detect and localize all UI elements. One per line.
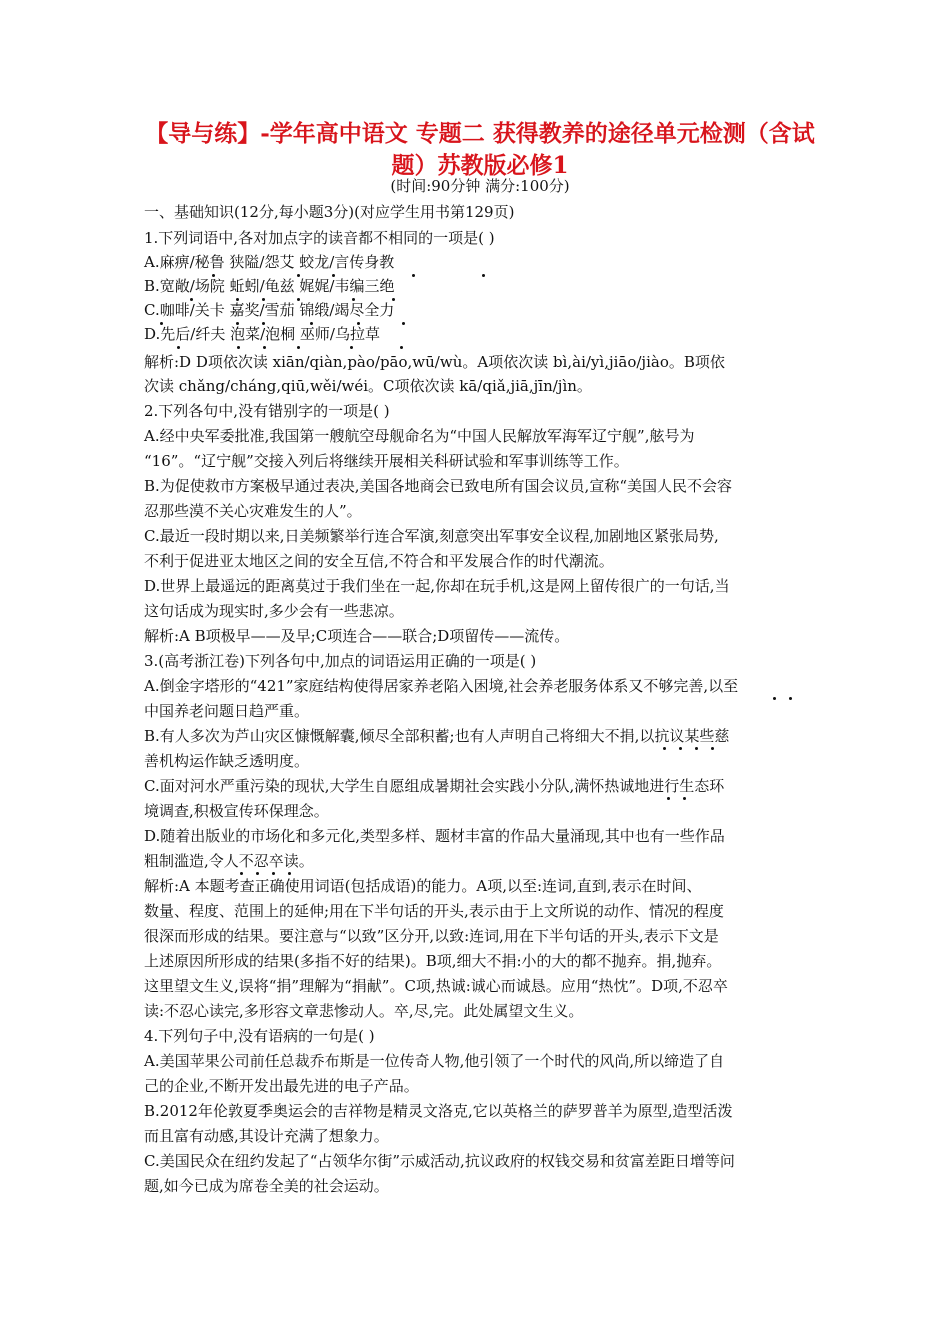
emphasis-dot (711, 747, 714, 750)
question-3-analysis-l6: 读:不忍心读完,多形容文章悲惨动人。卒,尽,完。此处属望文生义。 (144, 1002, 584, 1020)
emphasis-dot (400, 346, 403, 349)
question-1-option-c: C.咖啡/关卡 嘉奖/雪茄 锦缎/竭尽全力 (144, 301, 395, 319)
question-3-analysis-l4: 上述原因所形成的结果(多指不好的结果)。B项,细大不捐:小的大的都不抛弃。捐,抛弃。 (144, 952, 722, 970)
emphasis-dot (357, 322, 360, 325)
question-4-option-c: 题,如今已成为席卷全美的社会运动。 (144, 1177, 389, 1195)
section-heading: 一、基础知识(12分,每小题3分)(对应学生用书第129页) (144, 203, 515, 221)
emphasis-dot (237, 346, 240, 349)
emphasis-dot (262, 298, 265, 301)
question-4-option-b-cont: C.美国民众在纽约发起了“占领华尔街”示威活动,抗议政府的权钱交易和贫富差距日增等问 (144, 1152, 735, 1170)
emphasis-dot (262, 322, 265, 325)
emphasis-dot (789, 697, 792, 700)
document-title-line2: 题）苏教版必修1 (391, 152, 569, 179)
emphasis-dot (212, 274, 215, 277)
emphasis-dot (412, 274, 415, 277)
question-4-option-a: 己的企业,不断开发出最先进的电子产品。 (144, 1077, 419, 1095)
question-2-option-d-cont: 这句话成为现实时,多少会有一些悲凉。 (144, 602, 404, 620)
question-2-option-a: A.经中央军委批准,我国第一艘航空母舰命名为“中国人民解放军海军辽宁舰”,舷号为 (144, 427, 695, 445)
question-2-stem: 2.下列各句中,没有错别字的一项是( ) (144, 402, 390, 420)
emphasis-dot (190, 298, 193, 301)
emphasis-dot (392, 298, 395, 301)
question-3-option-d-cont: 粗制滥造,令人不忍卒读。 (144, 852, 314, 870)
question-1-stem: 1.下列词语中,各对加点字的读音都不相同的一项是( ) (144, 229, 495, 247)
emphasis-dot (310, 322, 313, 325)
question-1-option-b: B.宽敞/场院 蚯蚓/龟兹 娓娓/韦编三绝 (144, 277, 395, 295)
question-3-stem: 3.(高考浙江卷)下列各句中,加点的词语运用正确的一项是( ) (144, 652, 537, 670)
question-3-analysis-l5: 这里望文生义,误将“捐”理解为“捐献”。C项,热诚:诚心而诚恳。应用“热忱”。D项,不忍卒 (144, 977, 728, 995)
emphasis-dot (177, 346, 180, 349)
question-4-option-b: 而且富有动感,其设计充满了想象力。 (144, 1127, 389, 1145)
emphasis-dot (352, 298, 355, 301)
question-3-option-d: D.随着出版业的市场化和多元化,类型多样、题材丰富的作品大量涌现,其中也有一些作品 (144, 827, 725, 845)
question-2-option-b-cont: 忍那些漠不关心灾难发生的人”。 (144, 502, 362, 520)
emphasis-dot (297, 298, 300, 301)
question-2-option-c: C.最近一段时期以来,日美频繁举行连合军演,刻意突出军事安全议程,加剧地区紧张局势, (144, 527, 719, 545)
emphasis-dot (773, 697, 776, 700)
question-3-analysis-l3: 很深而形成的结果。要注意与“以致”区分开,以致:连词,用在下半句话的开头,表示下文是 (144, 927, 719, 945)
question-3-option-a-cont: 中国养老问题日趋严重。 (144, 702, 310, 720)
emphasis-dot (332, 274, 335, 277)
question-4-stem: A.美国苹果公司前任总裁乔布斯是一位传奇人物,他引领了一个时代的风尚,所以缔造了自 (144, 1052, 725, 1070)
emphasis-dot (679, 747, 682, 750)
emphasis-dot (256, 872, 259, 875)
question-2-option-b: B.为促使救市方案极早通过表决,美国各地商会已致电所有国会议员,宣称“美国人民不会容 (144, 477, 732, 495)
emphasis-dot (288, 872, 291, 875)
question-2-option-d: D.世界上最遥远的距离莫过于我们坐在一起,你却在玩手机,这是网上留传很广的一句话,当 (144, 577, 730, 595)
emphasis-dot (240, 872, 243, 875)
emphasis-dot (683, 797, 686, 800)
emphasis-dot (236, 322, 239, 325)
emphasis-dot (160, 322, 163, 325)
emphasis-dot (482, 274, 485, 277)
emphasis-dot (350, 346, 353, 349)
question-3-analysis: 解析:A 本题考查正确使用词语(包括成语)的能力。A项,以至:连词,直到,表示在时间、 (144, 877, 702, 895)
emphasis-dot (695, 747, 698, 750)
question-1-option-a: A.麻痹/秘鲁 狭隘/怨艾 蛟龙/言传身教 (144, 253, 395, 271)
emphasis-dot (297, 274, 300, 277)
question-3-analysis-l2: 数量、程度、范围上的延伸;用在下半句话的开头,表示由于上文所说的动作、情况的程度 (144, 902, 724, 920)
emphasis-dot (272, 872, 275, 875)
question-2-option-c-cont: 不利于促进亚太地区之间的安全互信,不符合和平发展合作的时代潮流。 (144, 552, 614, 570)
exam-time-score: (时间:90分钟 满分:100分) (390, 177, 570, 195)
emphasis-dot (667, 797, 670, 800)
question-3-option-c-cont: 境调查,积极宣传环保理念。 (144, 802, 329, 820)
question-3-option-b-cont: 善机构运作缺乏透明度。 (144, 752, 310, 770)
emphasis-dot (263, 346, 266, 349)
question-3-option-b: B.有人多次为芦山灾区慷慨解囊,倾尽全部积蓄;也有人声明自己将细大不捐,以抗议某些慈 (144, 727, 730, 745)
emphasis-dot (236, 298, 239, 301)
question-1-analysis-cont: 次读 chǎng/cháng,qiū,wěi/wéi。C项依次读 kā/qiǎ,jiā,jīn/jìn。 (144, 377, 592, 395)
question-1-analysis: 解析:D D项依次读 xiān/qiàn,pào/pāo,wū/wù。A项依次读 bì,ài/yì,jiāo/jiào。B项依 (144, 353, 725, 371)
question-2-option-a-cont: “16”。“辽宁舰”交接入列后将继续开展相关科研试验和军事训练等工作。 (144, 452, 629, 470)
emphasis-dot (663, 747, 666, 750)
question-2-analysis: 解析:A B项极早——及早;C项连合——联合;D项留传——流传。 (144, 627, 570, 645)
document-title-line1: 【导与练】-学年高中语文 专题二 获得教养的途径单元检测（含试 (145, 120, 815, 147)
question-4-option-a-cont: B.2012年伦敦夏季奥运会的吉祥物是精灵文洛克,它以英格兰的萨罗普羊为原型,造型活泼 (144, 1102, 733, 1120)
emphasis-dot (297, 346, 300, 349)
emphasis-dot (402, 322, 405, 325)
question-3-option-a: A.倒金字塔形的“421”家庭结构使得居家养老陷入困境,社会养老服务体系又不够完善,以至 (144, 677, 739, 695)
question-3-analysis-l7: 4.下列句子中,没有语病的一句是( ) (144, 1027, 375, 1045)
question-1-option-d: D.先后/纤夫 泡菜/泡桐 巫师/乌拉草 (144, 325, 380, 343)
question-3-option-c: C.面对河水严重污染的现状,大学生自愿组成暑期社会实践小分队,满怀热诚地进行生态环 (144, 777, 725, 795)
